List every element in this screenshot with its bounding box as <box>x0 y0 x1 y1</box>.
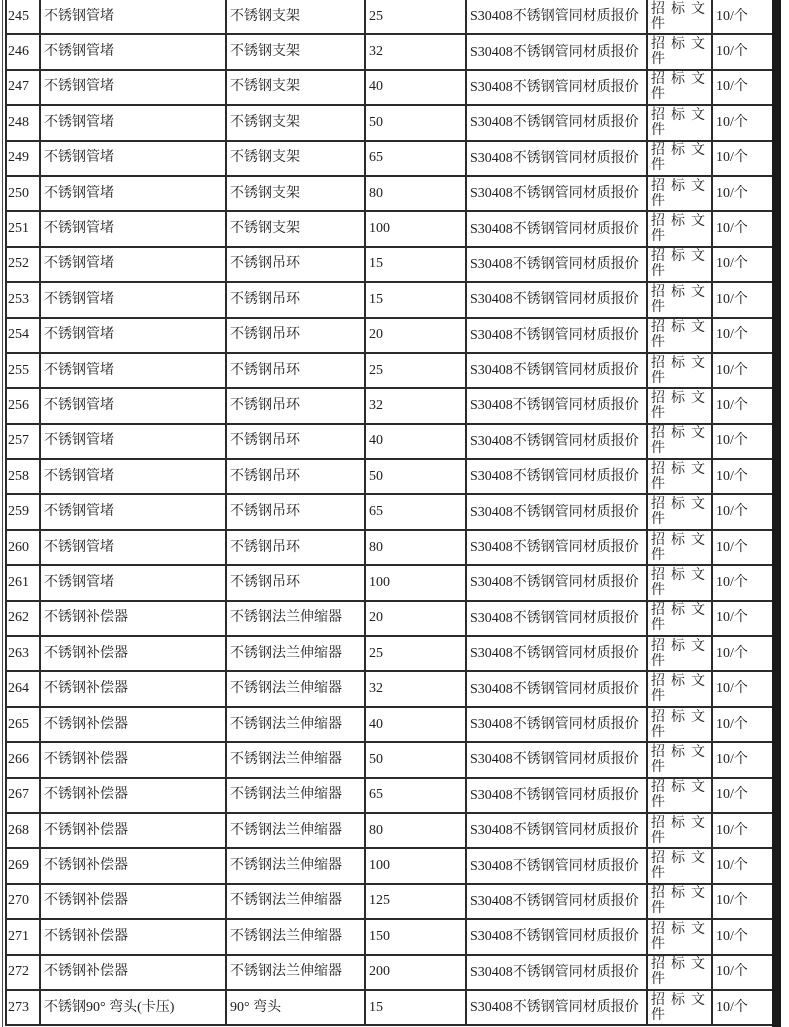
table-row <box>6 884 774 919</box>
cell-material-note: S30408不锈钢管同材质报价 <box>466 636 647 671</box>
table-row <box>6 813 774 848</box>
table-row <box>6 388 774 423</box>
cell-size-dn: 32 <box>365 34 466 69</box>
cell-material-note: S30408不锈钢管同材质报价 <box>466 424 647 459</box>
cell-row-number: 249 <box>6 141 40 176</box>
cell-size-dn: 65 <box>365 778 466 813</box>
cell-price-source: 招标文件 <box>647 848 712 883</box>
cell-size-dn: 100 <box>365 565 466 600</box>
cell-quantity-unit: 10/个 <box>712 459 774 494</box>
table-row <box>6 494 774 529</box>
cell-material-note: S30408不锈钢管同材质报价 <box>466 848 647 883</box>
cell-quantity-unit: 10/个 <box>712 353 774 388</box>
cell-row-number: 262 <box>6 601 40 636</box>
cell-size-dn: 20 <box>365 318 466 353</box>
cell-quantity-unit: 10/个 <box>712 919 774 954</box>
cell-item-name: 不锈钢管堵 <box>40 211 226 246</box>
table-row <box>6 0 774 34</box>
cell-item-type: 不锈钢支架 <box>226 34 365 69</box>
cell-price-source: 招标文件 <box>647 671 712 706</box>
cell-material-note: S30408不锈钢管同材质报价 <box>466 955 647 990</box>
cell-quantity-unit: 10/个 <box>712 247 774 282</box>
cell-price-source: 招标文件 <box>647 636 712 671</box>
cell-row-number: 259 <box>6 494 40 529</box>
cell-row-number: 265 <box>6 707 40 742</box>
table-row <box>6 176 774 211</box>
cell-item-type: 不锈钢支架 <box>226 176 365 211</box>
cell-material-note: S30408不锈钢管同材质报价 <box>466 318 647 353</box>
cell-row-number: 268 <box>6 813 40 848</box>
cell-size-dn: 50 <box>365 459 466 494</box>
cell-item-type: 不锈钢法兰伸缩器 <box>226 636 365 671</box>
cell-price-source: 招标文件 <box>647 778 712 813</box>
cell-material-note: S30408不锈钢管同材质报价 <box>466 494 647 529</box>
cell-quantity-unit: 10/个 <box>712 707 774 742</box>
cell-item-type: 不锈钢支架 <box>226 105 365 140</box>
cell-price-source: 招标文件 <box>647 919 712 954</box>
cell-material-note: S30408不锈钢管同材质报价 <box>466 282 647 317</box>
cell-item-name: 不锈钢补偿器 <box>40 671 226 706</box>
spec-table-body <box>6 0 774 1025</box>
cell-item-name: 不锈钢管堵 <box>40 318 226 353</box>
cell-item-name: 不锈钢管堵 <box>40 424 226 459</box>
cell-row-number: 261 <box>6 565 40 600</box>
material-spec-table <box>5 0 775 1026</box>
cell-size-dn: 40 <box>365 70 466 105</box>
cell-price-source: 招标文件 <box>647 388 712 423</box>
cell-price-source: 招标文件 <box>647 494 712 529</box>
cell-price-source: 招标文件 <box>647 884 712 919</box>
cell-item-name: 不锈钢管堵 <box>40 176 226 211</box>
table-row <box>6 955 774 990</box>
cell-material-note: S30408不锈钢管同材质报价 <box>466 141 647 176</box>
cell-row-number: 258 <box>6 459 40 494</box>
cell-price-source: 招标文件 <box>647 141 712 176</box>
cell-price-source: 招标文件 <box>647 565 712 600</box>
cell-item-name: 不锈钢管堵 <box>40 530 226 565</box>
cell-row-number: 264 <box>6 671 40 706</box>
table-row <box>6 353 774 388</box>
cell-price-source: 招标文件 <box>647 247 712 282</box>
cell-row-number: 271 <box>6 919 40 954</box>
cell-size-dn: 80 <box>365 176 466 211</box>
cell-item-name: 不锈钢补偿器 <box>40 919 226 954</box>
cell-item-type: 不锈钢法兰伸缩器 <box>226 671 365 706</box>
cell-item-name: 不锈钢补偿器 <box>40 601 226 636</box>
cell-price-source: 招标文件 <box>647 707 712 742</box>
cell-size-dn: 100 <box>365 848 466 883</box>
table-row <box>6 919 774 954</box>
cell-quantity-unit: 10/个 <box>712 211 774 246</box>
cell-quantity-unit: 10/个 <box>712 494 774 529</box>
cell-price-source: 招标文件 <box>647 282 712 317</box>
cell-size-dn: 80 <box>365 530 466 565</box>
cell-row-number: 267 <box>6 778 40 813</box>
cell-item-type: 不锈钢吊环 <box>226 424 365 459</box>
cell-row-number: 247 <box>6 70 40 105</box>
cell-item-type: 不锈钢支架 <box>226 211 365 246</box>
table-row <box>6 459 774 494</box>
cell-quantity-unit: 10/个 <box>712 884 774 919</box>
cell-item-name: 不锈钢管堵 <box>40 141 226 176</box>
cell-size-dn: 20 <box>365 601 466 636</box>
cell-size-dn: 200 <box>365 955 466 990</box>
table-row <box>6 282 774 317</box>
cell-size-dn: 32 <box>365 388 466 423</box>
cell-item-type: 不锈钢法兰伸缩器 <box>226 813 365 848</box>
cell-size-dn: 65 <box>365 494 466 529</box>
table-row <box>6 424 774 459</box>
cell-quantity-unit: 10/个 <box>712 601 774 636</box>
table-row <box>6 636 774 671</box>
cell-item-type: 不锈钢吊环 <box>226 318 365 353</box>
cell-row-number: 266 <box>6 742 40 777</box>
cell-price-source: 招标文件 <box>647 318 712 353</box>
cell-quantity-unit: 10/个 <box>712 34 774 69</box>
cell-price-source: 招标文件 <box>647 955 712 990</box>
cell-size-dn: 50 <box>365 742 466 777</box>
cell-item-type: 不锈钢法兰伸缩器 <box>226 955 365 990</box>
cell-material-note: S30408不锈钢管同材质报价 <box>466 459 647 494</box>
cell-size-dn: 125 <box>365 884 466 919</box>
cell-item-name: 不锈钢补偿器 <box>40 636 226 671</box>
cell-item-name: 不锈钢90° 弯头(卡压) <box>40 990 226 1025</box>
cell-quantity-unit: 10/个 <box>712 176 774 211</box>
table-row <box>6 530 774 565</box>
cell-price-source: 招标文件 <box>647 105 712 140</box>
table-row <box>6 778 774 813</box>
cell-size-dn: 25 <box>365 636 466 671</box>
cell-size-dn: 40 <box>365 424 466 459</box>
cell-item-type: 不锈钢法兰伸缩器 <box>226 707 365 742</box>
cell-item-type: 不锈钢支架 <box>226 141 365 176</box>
table-row <box>6 671 774 706</box>
table-row <box>6 990 774 1025</box>
cell-size-dn: 15 <box>365 247 466 282</box>
cell-item-name: 不锈钢补偿器 <box>40 742 226 777</box>
cell-item-name: 不锈钢管堵 <box>40 105 226 140</box>
cell-row-number: 255 <box>6 353 40 388</box>
table-row <box>6 211 774 246</box>
cell-quantity-unit: 10/个 <box>712 990 774 1025</box>
cell-material-note: S30408不锈钢管同材质报价 <box>466 247 647 282</box>
cell-material-note: S30408不锈钢管同材质报价 <box>466 919 647 954</box>
cell-material-note: S30408不锈钢管同材质报价 <box>466 70 647 105</box>
cell-size-dn: 50 <box>365 105 466 140</box>
cell-item-name: 不锈钢补偿器 <box>40 813 226 848</box>
cell-quantity-unit: 10/个 <box>712 70 774 105</box>
cell-quantity-unit: 10/个 <box>712 955 774 990</box>
table-row <box>6 707 774 742</box>
cell-item-type: 不锈钢吊环 <box>226 282 365 317</box>
cell-price-source: 招标文件 <box>647 990 712 1025</box>
cell-item-name: 不锈钢管堵 <box>40 247 226 282</box>
cell-item-name: 不锈钢管堵 <box>40 388 226 423</box>
cell-row-number: 253 <box>6 282 40 317</box>
cell-material-note: S30408不锈钢管同材质报价 <box>466 176 647 211</box>
cell-material-note: S30408不锈钢管同材质报价 <box>466 742 647 777</box>
cell-quantity-unit: 10/个 <box>712 530 774 565</box>
cell-quantity-unit: 10/个 <box>712 742 774 777</box>
table-row <box>6 105 774 140</box>
cell-item-type: 不锈钢吊环 <box>226 247 365 282</box>
cell-price-source: 招标文件 <box>647 211 712 246</box>
cell-item-type: 不锈钢法兰伸缩器 <box>226 742 365 777</box>
cell-quantity-unit: 10/个 <box>712 424 774 459</box>
cell-quantity-unit: 10/个 <box>712 0 774 34</box>
cell-quantity-unit: 10/个 <box>712 565 774 600</box>
cell-material-note: S30408不锈钢管同材质报价 <box>466 813 647 848</box>
cell-material-note: S30408不锈钢管同材质报价 <box>466 990 647 1025</box>
cell-item-name: 不锈钢管堵 <box>40 565 226 600</box>
cell-material-note: S30408不锈钢管同材质报价 <box>466 388 647 423</box>
cell-quantity-unit: 10/个 <box>712 636 774 671</box>
cell-material-note: S30408不锈钢管同材质报价 <box>466 671 647 706</box>
cell-item-name: 不锈钢补偿器 <box>40 778 226 813</box>
cell-item-name: 不锈钢管堵 <box>40 494 226 529</box>
table-row <box>6 141 774 176</box>
cell-row-number: 270 <box>6 884 40 919</box>
cell-quantity-unit: 10/个 <box>712 282 774 317</box>
cell-price-source: 招标文件 <box>647 176 712 211</box>
table-row <box>6 565 774 600</box>
cell-quantity-unit: 10/个 <box>712 388 774 423</box>
cell-price-source: 招标文件 <box>647 742 712 777</box>
cell-quantity-unit: 10/个 <box>712 848 774 883</box>
cell-row-number: 260 <box>6 530 40 565</box>
cell-size-dn: 100 <box>365 211 466 246</box>
cell-quantity-unit: 10/个 <box>712 105 774 140</box>
cell-row-number: 245 <box>6 0 40 34</box>
cell-row-number: 251 <box>6 211 40 246</box>
cell-size-dn: 15 <box>365 282 466 317</box>
cell-row-number: 248 <box>6 105 40 140</box>
table-row <box>6 247 774 282</box>
cell-item-type: 不锈钢法兰伸缩器 <box>226 601 365 636</box>
cell-size-dn: 80 <box>365 813 466 848</box>
cell-item-type: 不锈钢法兰伸缩器 <box>226 884 365 919</box>
cell-row-number: 263 <box>6 636 40 671</box>
cell-row-number: 257 <box>6 424 40 459</box>
cell-row-number: 272 <box>6 955 40 990</box>
cell-size-dn: 15 <box>365 990 466 1025</box>
cell-material-note: S30408不锈钢管同材质报价 <box>466 778 647 813</box>
cell-row-number: 273 <box>6 990 40 1025</box>
cell-material-note: S30408不锈钢管同材质报价 <box>466 884 647 919</box>
cell-material-note: S30408不锈钢管同材质报价 <box>466 0 647 34</box>
cell-row-number: 254 <box>6 318 40 353</box>
left-page-rule <box>2 0 3 1027</box>
cell-item-type: 不锈钢吊环 <box>226 530 365 565</box>
cell-item-name: 不锈钢管堵 <box>40 353 226 388</box>
cell-price-source: 招标文件 <box>647 459 712 494</box>
cell-size-dn: 40 <box>365 707 466 742</box>
cell-item-type: 不锈钢吊环 <box>226 353 365 388</box>
cell-size-dn: 150 <box>365 919 466 954</box>
cell-material-note: S30408不锈钢管同材质报价 <box>466 211 647 246</box>
cell-quantity-unit: 10/个 <box>712 813 774 848</box>
cell-price-source: 招标文件 <box>647 70 712 105</box>
cell-quantity-unit: 10/个 <box>712 318 774 353</box>
table-row <box>6 318 774 353</box>
cell-item-type: 不锈钢吊环 <box>226 565 365 600</box>
cell-item-name: 不锈钢补偿器 <box>40 707 226 742</box>
cell-item-name: 不锈钢管堵 <box>40 282 226 317</box>
cell-item-type: 不锈钢支架 <box>226 70 365 105</box>
cell-material-note: S30408不锈钢管同材质报价 <box>466 105 647 140</box>
cell-item-name: 不锈钢管堵 <box>40 459 226 494</box>
cell-material-note: S30408不锈钢管同材质报价 <box>466 707 647 742</box>
cell-material-note: S30408不锈钢管同材质报价 <box>466 565 647 600</box>
cell-price-source: 招标文件 <box>647 813 712 848</box>
table-row <box>6 601 774 636</box>
cell-size-dn: 25 <box>365 0 466 34</box>
cell-item-name: 不锈钢补偿器 <box>40 884 226 919</box>
cell-item-name: 不锈钢管堵 <box>40 70 226 105</box>
cell-item-type: 不锈钢法兰伸缩器 <box>226 778 365 813</box>
cell-item-name: 不锈钢补偿器 <box>40 848 226 883</box>
cell-item-type: 不锈钢吊环 <box>226 459 365 494</box>
cell-quantity-unit: 10/个 <box>712 671 774 706</box>
cell-material-note: S30408不锈钢管同材质报价 <box>466 530 647 565</box>
cell-size-dn: 65 <box>365 141 466 176</box>
cell-item-type: 不锈钢法兰伸缩器 <box>226 919 365 954</box>
cell-item-type: 不锈钢支架 <box>226 0 365 34</box>
cell-item-name: 不锈钢补偿器 <box>40 955 226 990</box>
cell-item-type: 90° 弯头 <box>226 990 365 1025</box>
cell-price-source: 招标文件 <box>647 353 712 388</box>
cell-size-dn: 32 <box>365 671 466 706</box>
table-row <box>6 742 774 777</box>
table-row <box>6 34 774 69</box>
cell-row-number: 246 <box>6 34 40 69</box>
cell-item-name: 不锈钢管堵 <box>40 0 226 34</box>
cell-item-type: 不锈钢法兰伸缩器 <box>226 848 365 883</box>
cell-price-source: 招标文件 <box>647 601 712 636</box>
cell-item-type: 不锈钢吊环 <box>226 494 365 529</box>
cell-material-note: S30408不锈钢管同材质报价 <box>466 353 647 388</box>
table-row <box>6 70 774 105</box>
cell-material-note: S30408不锈钢管同材质报价 <box>466 601 647 636</box>
cell-row-number: 252 <box>6 247 40 282</box>
cell-quantity-unit: 10/个 <box>712 141 774 176</box>
cell-size-dn: 25 <box>365 353 466 388</box>
cell-price-source: 招标文件 <box>647 530 712 565</box>
cell-row-number: 256 <box>6 388 40 423</box>
cell-material-note: S30408不锈钢管同材质报价 <box>466 34 647 69</box>
cell-price-source: 招标文件 <box>647 0 712 34</box>
cell-item-type: 不锈钢吊环 <box>226 388 365 423</box>
table-row <box>6 848 774 883</box>
cell-price-source: 招标文件 <box>647 34 712 69</box>
cell-row-number: 250 <box>6 176 40 211</box>
cell-quantity-unit: 10/个 <box>712 778 774 813</box>
cell-row-number: 269 <box>6 848 40 883</box>
right-page-edge-bar <box>772 0 781 1027</box>
cell-price-source: 招标文件 <box>647 424 712 459</box>
cell-item-name: 不锈钢管堵 <box>40 34 226 69</box>
